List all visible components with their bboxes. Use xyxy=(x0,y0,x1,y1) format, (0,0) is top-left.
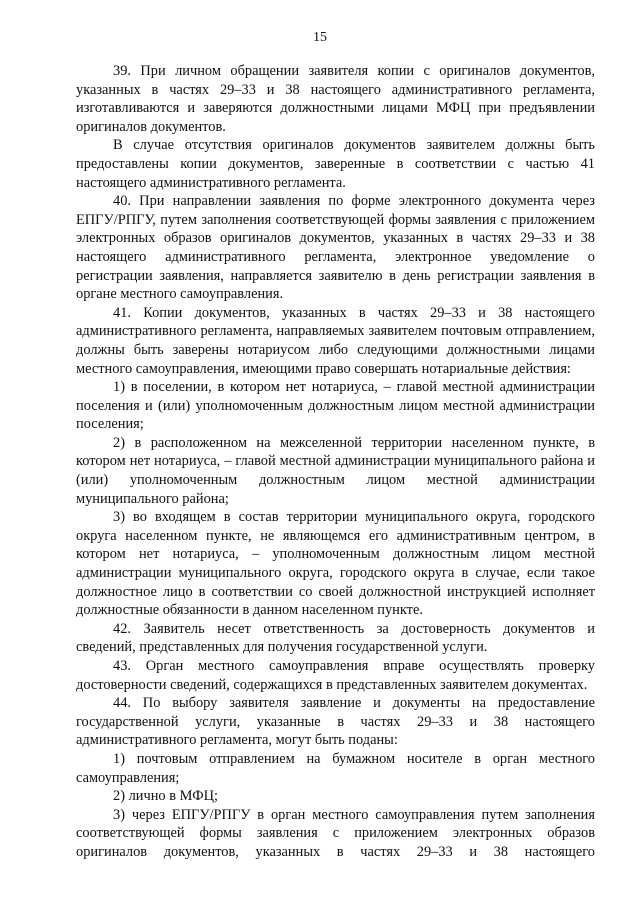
paragraph: 42. Заявитель несет ответственность за достоверность документов и сведений, представленных для получения государственной услуги. xyxy=(76,620,595,656)
paragraph: 3) через ЕПГУ/РПГУ в орган местного самоуправления путем заполнения соответствующей формы заявления с приложением электронных образов оригиналов документов, указанных в частях 29–33 и 38 настоящего xyxy=(76,806,595,860)
paragraph: 1) почтовым отправлением на бумажном носителе в орган местного самоуправления; xyxy=(76,750,595,786)
paragraph: 2) лично в МФЦ; xyxy=(113,788,218,805)
paragraph: 44. По выбору заявителя заявление и документы на предоставление государственной услуги, указанные в частях 29–33 и 38 настоящего административного регламента, могут быть поданы: xyxy=(76,695,595,749)
paragraph: 3) во входящем в состав территории муниципального округа, городского округа населенном пункте, не являющемся его административным центром, в котором нет нотариуса, – уполномоченным должностным лицом местной администрации муниципального округа, городского округа в случае, если такое должностное лицо в соответствии со своей должностной инструкцией исполняет должностные обязанности в данном населенном пункте. xyxy=(76,509,595,619)
paragraph: 40. При направлении заявления по форме электронного документа через ЕПГУ/РПГУ, путем заполнения соответствующей формы заявления с приложением электронных образов оригиналов документов, указанных в частях 29–33 и 38 настоящего административного регламента, электронное уведомление о регистрации заявления, направляется заявителю в день регистрации заявления в органе местного самоуправления. xyxy=(76,193,595,303)
paragraph: В случае отсутствия оригиналов документов заявителем должны быть предоставлены копии документов, заверенные в соответствии с частью 41 настоящего административного регламента. xyxy=(76,137,595,191)
paragraph: 1) в поселении, в котором нет нотариуса, – главой местной администрации поселения и (или) уполномоченным должностным лицом местной администрации поселения; xyxy=(76,379,595,433)
paragraph: 2) в расположенном на межселенной территории населенном пункте, в котором нет нотариуса, – главой местной администрации муниципального района и (или) уполномоченным должностным лицом местной администрации муниципального района; xyxy=(76,434,595,507)
paragraph: 41. Копии документов, указанных в частях 29–33 и 38 настоящего административного регламента, направляемых заявителем почтовым отправлением, должны быть заверены нотариусом либо следующими должностными лицами местного самоуправления, имеющими право совершать нотариальные действия: xyxy=(76,304,595,377)
paragraph: 43. Орган местного самоуправления вправе осуществлять проверку достоверности сведений, содержащихся в представленных заявителем документах. xyxy=(76,658,595,693)
document-body xyxy=(76,62,595,862)
page-number: 15 xyxy=(313,30,327,45)
paragraph: 39. При личном обращении заявителя копии с оригиналов документов, указанных в частях 29–33 и 38 настоящего административного регламента, изготавливаются и заверяются должностными лицами МФЦ при предъявлении оригиналов документов. xyxy=(76,63,595,135)
